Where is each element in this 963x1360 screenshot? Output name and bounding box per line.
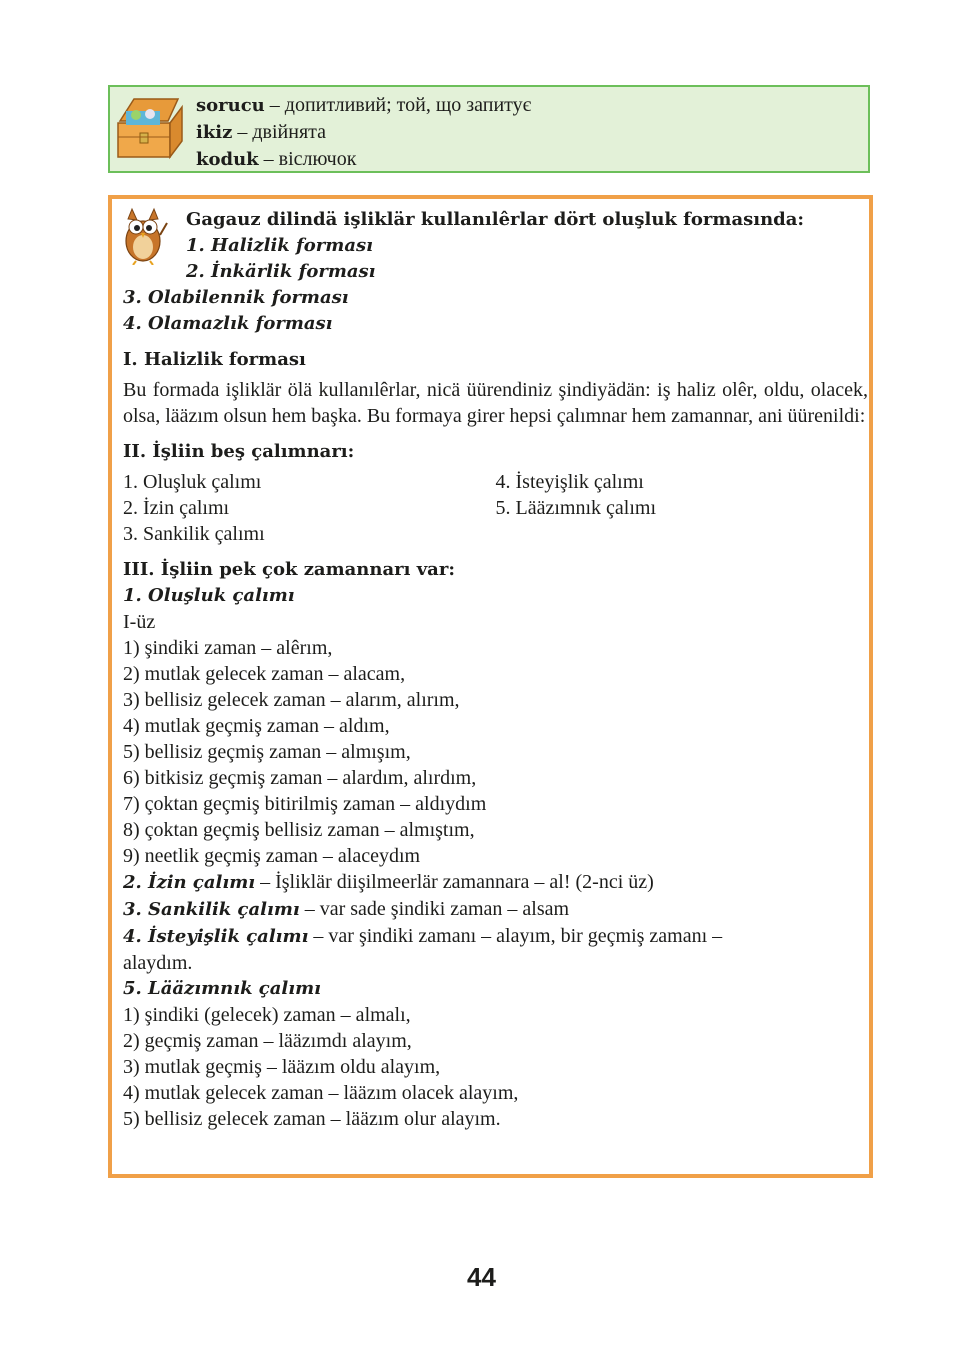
vocab-translation: – віслючок [258,148,357,170]
mood-title: 2. İzin çalımı [123,872,256,893]
tense-item: 8) çoktan geçmiş bellisiz zaman – almıştım, [123,819,475,841]
tense-item: 4) mutlak geçmiş zaman – aldım, [123,715,390,737]
rule-content [123,207,868,1132]
mood-line [123,923,868,950]
mood-item: 3. Sankilik çalımı [123,523,265,545]
vocab-entry [196,119,531,146]
mood-item: 5. Lääzımnık çalımı [495,497,656,519]
tense-item: 3) bellisiz gelecek zaman – alarım, alırım, [123,689,460,711]
section-paragraph: Bu formada işliklär ölä kullanılêrlar, nicä üürendiniz şindiyädän: iş haliz olêr, oldu, olacek, olsa, lääzım olsun hem başka. Bu formaya girer hepsi çalımnar hem zamannar, ani üürenildi: [123,379,868,427]
tense-item: 1) şindiki zaman – alêrım, [123,637,333,659]
moods-column-left [123,469,496,547]
mood-title: 4. İsteyişlik çalımı [123,926,309,947]
tense-item: 2) mutlak gelecek zaman – alacam, [123,663,406,685]
mood-title: 3. Sankilik çalımı [123,899,300,920]
mood-description-continued: alaydım. [123,952,193,974]
mood-description: – var sade şindiki zaman – alsam [299,898,570,920]
mood-description: – İşliklär diişilmeerlär zamannara – al! (2-nci üz) [255,871,654,893]
moods-column-right [496,469,869,547]
vocab-word: sorucu [196,95,265,116]
moods-list [123,469,868,547]
section-heading: II. İşliin beş çalımnarı: [123,441,355,462]
rule-intro: Gagauz dilindä işliklär kullanılêrlar dört oluşluk formasında: [186,209,805,230]
person-label: I-üz [123,611,156,633]
mood-title: 5. Lääzımnık çalımı [123,978,321,999]
vocab-entry [196,146,531,173]
grammar-rule-box [108,195,873,1178]
vocabulary-box [108,85,870,173]
page-number: 44 [467,1262,496,1292]
mood-line [123,896,868,923]
tense-item: 5) bellisiz geçmiş zaman – almışım, [123,741,411,763]
tense-item: 4) mutlak gelecek zaman – lääzım olacek alayım, [123,1082,519,1104]
form-item: 2. İnkärlik forması [186,261,376,282]
tense-item: 2) geçmiş zaman – lääzımdı alayım, [123,1030,412,1052]
mood-item: 2. İzin çalımı [123,497,230,519]
form-item: 4. Olamazlık forması [123,313,333,334]
mood-line [123,869,868,896]
vocab-word: ikiz [196,122,233,143]
vocab-translation: – допитливий; той, що запитує [264,94,532,116]
tense-item: 1) şindiki (gelecek) zaman – almalı, [123,1004,411,1026]
mood-item: 1. Oluşluk çalımı [123,471,262,493]
vocabulary-list [196,92,531,173]
mood-title: 1. Oluşluk çalımı [123,585,295,606]
vocab-translation: – двійнята [232,121,327,143]
vocab-entry [196,92,531,119]
vocab-word: koduk [196,149,259,170]
tense-item: 3) mutlak geçmiş – lääzım oldu alayım, [123,1056,441,1078]
tense-item: 9) neetlik geçmiş zaman – alaceydım [123,845,421,867]
mood-item: 4. İsteyişlik çalımı [495,471,644,493]
treasure-chest-icon [112,93,186,163]
section-heading: III. İşliin pek çok zamannarı var: [123,559,455,580]
tense-item: 5) bellisiz gelecek zaman – lääzım olur alayım. [123,1108,501,1130]
form-item: 3. Olabilennik forması [123,287,349,308]
mood-description: – var şindiki zamanı – alayım, bir geçmiş zamanı – [308,925,723,947]
tense-item: 6) bitkisiz geçmiş zaman – alardım, alırdım, [123,767,477,789]
section-heading: I. Halizlik forması [123,349,306,370]
form-item: 1. Halizlik forması [186,235,373,256]
tense-item: 7) çoktan geçmiş bitirilmiş zaman – aldıydım [123,793,487,815]
